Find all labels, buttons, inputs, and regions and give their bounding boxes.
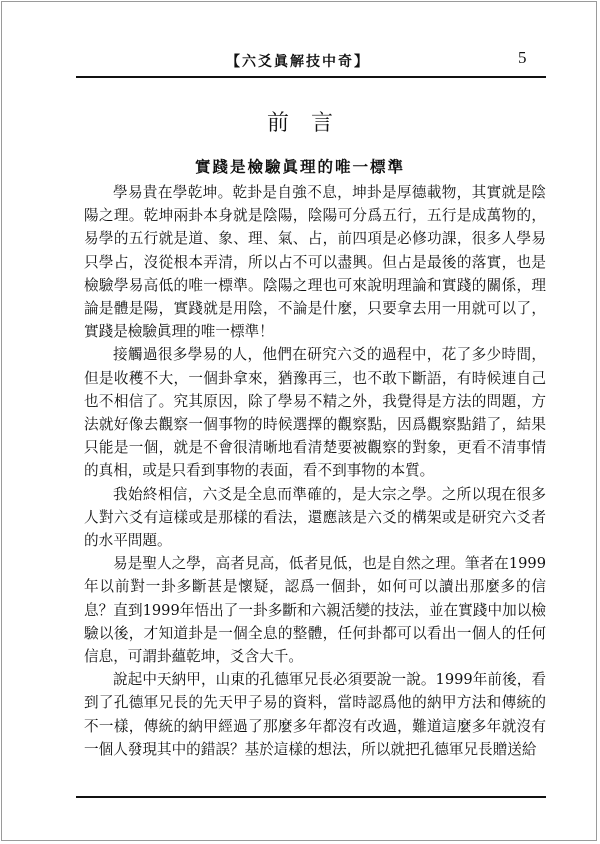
page-number: 5: [518, 48, 527, 67]
paragraph: 接觸過很多學易的人，他們在研究六爻的過程中，花了多少時間，但是收穫不大，一個卦拿來，猶豫再三，也不敢下斷語，有時候連自己也不相信了。究其原因，除了學易不精之外，我覺得是方法的問題，方法就好像去觀察一個事物的時候選擇的觀察點，因爲觀察點錯了，結果只能是一個，就是不會很清晰地看清楚要被觀察的對象，更看不清事情的真相，或是只看到事物的表面，看不到事物的本質。: [84, 346, 546, 480]
running-header-title: 【六爻眞解技中奇】: [226, 54, 370, 70]
header-rule: [76, 76, 546, 78]
chapter-title: 前言: [266, 111, 355, 136]
paragraph: 學易貴在學乾坤。乾卦是自強不息，坤卦是厚德載物，其實就是陰陽之理。乾坤兩卦本身就是陰陽，陰陽可分爲五行，五行是成萬物的，易學的五行就是道、象、理、氣、占，前四項是必修功課，很多人學易只學占，沒從根本弄清，所以占不可以盡興。但占是最後的落實，也是檢驗學易高低的唯一標準。陰陽之理也可來說明理論和實踐的關係，理論是體是陽，實踐就是用陰，不論是什麼，只要拿去用一用就可以了，實踐是檢驗眞理的唯一標準！: [84, 184, 546, 341]
paragraph: 我始終相信，六爻是全息而準確的，是大宗之學。之所以現在很多人對六爻有這樣或是那樣的看法，還應該是六爻的構架或是研究六爻者的水平問題。: [84, 485, 546, 550]
running-header: [76, 46, 546, 76]
section-title: 實踐是檢驗眞理的唯一標準: [194, 158, 405, 176]
paragraph: 易是聖人之學，高者見高，低者見低，也是自然之理。筆者在1999年以前對一卦多斷甚是懷疑，認爲一個卦，如何可以讀出那麼多的信息？直到1999年悟出了一卦多斷和六親活變的技法，並在實踐中加以檢驗以後，才知道卦是一個全息的整體，任何卦都可以看出一個人的任何信息，可謂卦蘊乾坤，爻含大千。: [84, 555, 546, 666]
body-text: [84, 181, 546, 761]
paragraph: 說起中天納甲，山東的孔德軍兄長必須要說一說。1999年前後，看到了孔德軍兄長的先天甲子易的資料，當時認爲他的納甲方法和傳統的不一樣，傳統的納甲經過了那麼多年都沒有改過，難道這麼多年就沒有一個人發現其中的錯誤？基於這樣的想法，所以就把孔德軍兄長贈送給: [84, 671, 546, 758]
footer-rule: [76, 796, 546, 798]
